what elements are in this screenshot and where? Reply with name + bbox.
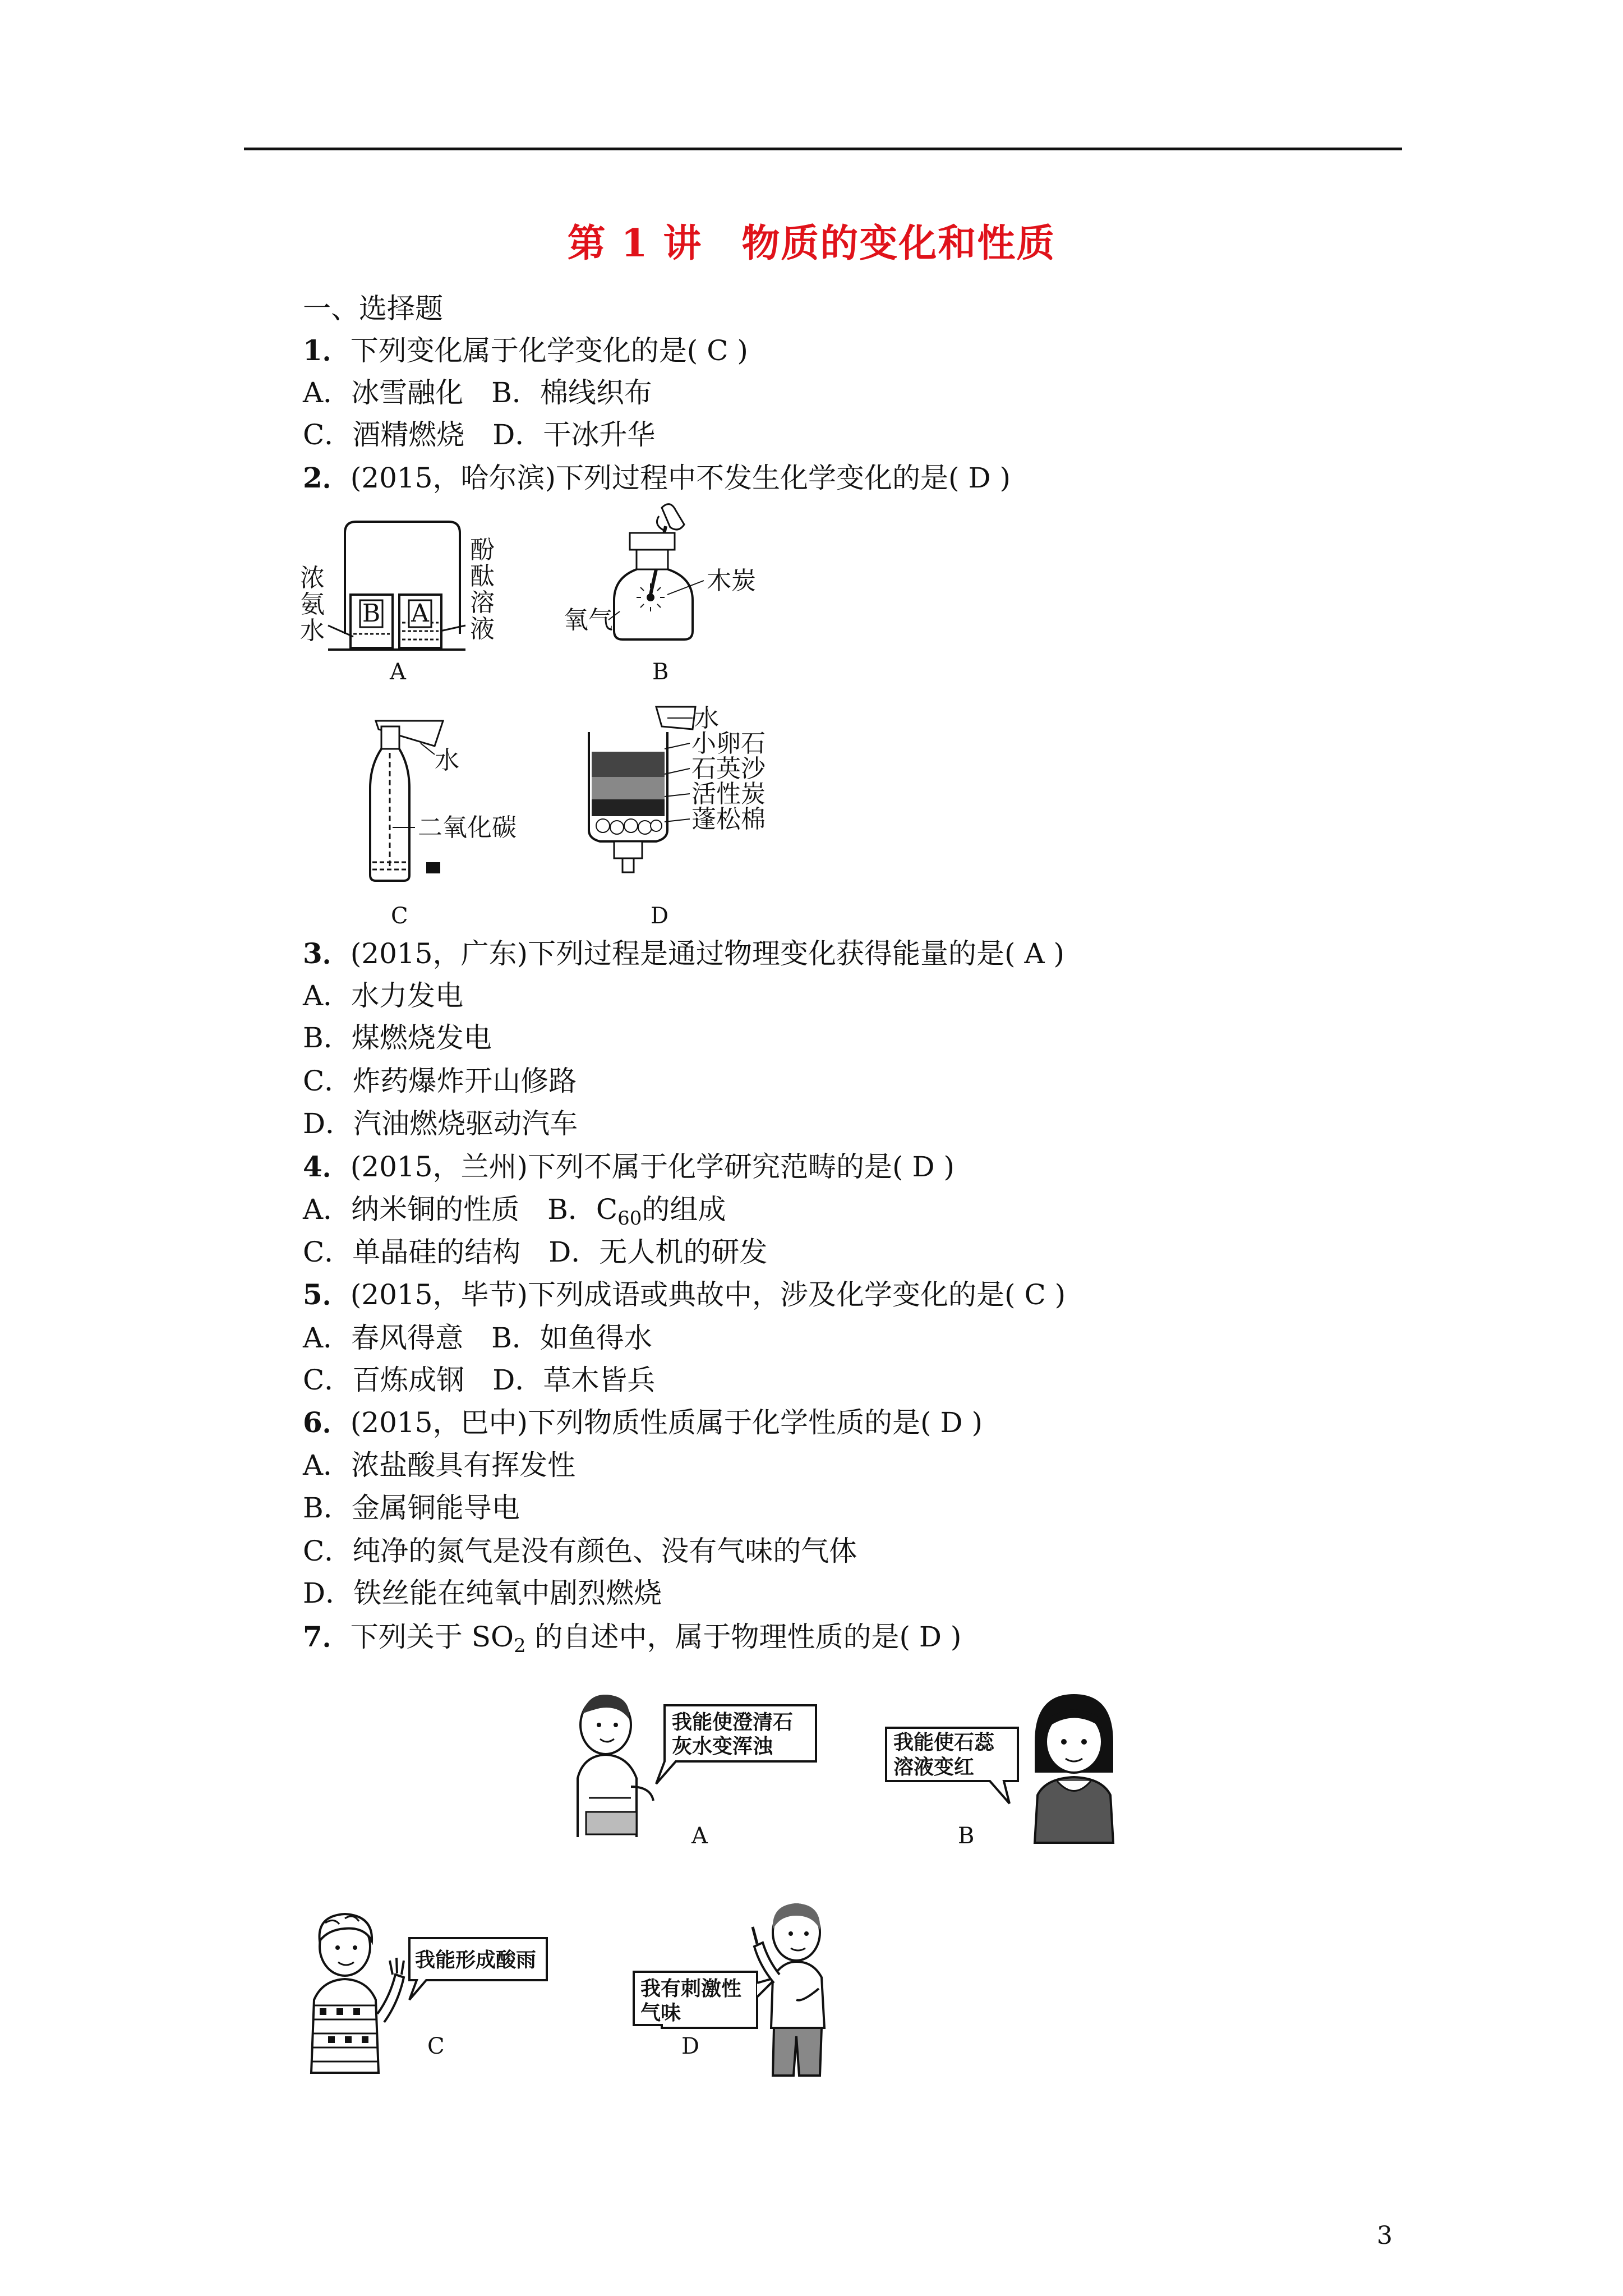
cartoon-b-caption: B	[958, 1823, 975, 1849]
question-5	[303, 1278, 1066, 1312]
figure-a-caption: A	[390, 659, 406, 685]
question-stem: 的自述中，属于物理性质的是( D )	[525, 1621, 962, 1653]
question-5-options-ab: A．春风得意 B．如鱼得水	[303, 1322, 652, 1354]
cartoon-a-boy	[566, 1688, 824, 1840]
speech-a-line-2: 灰水变浑浊	[672, 1735, 773, 1758]
question-4-options-ab	[303, 1193, 726, 1230]
label-charcoal: 木炭	[707, 567, 756, 595]
speech-d-line-2: 气味	[640, 2001, 681, 2024]
question-stem: (2015，哈尔滨)下列过程中不发生化学变化的是( D )	[350, 462, 1011, 494]
speech-a-line-1: 我能使澄清石	[672, 1711, 794, 1734]
speech-b-line-2: 溶液变红	[893, 1756, 975, 1779]
option-text: 的组成	[642, 1193, 726, 1226]
question-number: 3．	[303, 937, 351, 970]
question-3	[303, 937, 1064, 970]
figure-b-caption: B	[652, 659, 669, 685]
subscript: 2	[513, 1635, 526, 1657]
question-6-option-c: C．纯净的氮气是没有颜色、没有气味的气体	[303, 1535, 857, 1567]
label-phenolphthalein-2: 酞	[470, 562, 495, 591]
figure-a-ammonia-phenolphthalein	[297, 516, 499, 668]
label-concentrated-ammonia-3: 水	[300, 616, 325, 645]
beaker-b-label: B	[362, 599, 381, 628]
figure-d-water-filter	[578, 696, 791, 881]
cartoon-b-girl	[883, 1688, 1130, 1846]
question-4-options-cd: C．单晶硅的结构 D．无人机的研发	[303, 1236, 768, 1268]
question-3-option-c: C．炸药爆炸开山修路	[303, 1065, 577, 1097]
question-2	[303, 461, 1011, 495]
cartoon-a-caption: A	[691, 1823, 708, 1849]
label-small-pebbles: 小卵石	[691, 729, 766, 758]
question-number: 2．	[303, 461, 351, 494]
question-4	[303, 1150, 955, 1184]
label-phenolphthalein-1: 酚	[470, 536, 495, 564]
question-number: 1．	[303, 334, 351, 367]
question-stem: 下列关于 SO	[350, 1621, 514, 1653]
label-quartz-sand: 石英沙	[691, 754, 766, 783]
question-5-options-cd: C．百炼成钢 D．草木皆兵	[303, 1364, 656, 1396]
question-3-option-b: B．煤燃烧发电	[303, 1022, 492, 1054]
label-phenolphthalein-4: 液	[470, 615, 495, 643]
figure-c-caption: C	[391, 903, 408, 929]
question-stem: (2015，毕节)下列成语或典故中，涉及化学变化的是( C )	[350, 1278, 1066, 1311]
figure-c-co2-bottle	[336, 698, 538, 889]
figure-d-caption: D	[651, 903, 669, 929]
question-number: 5．	[303, 1278, 351, 1311]
label-phenolphthalein-3: 溶	[470, 588, 495, 617]
label-activated-carbon: 活性炭	[691, 780, 766, 808]
label-oxygen: 氧气	[564, 606, 613, 634]
question-number: 6．	[303, 1406, 351, 1439]
label-water: 水	[694, 704, 719, 733]
question-3-option-d: D．汽油燃烧驱动汽车	[303, 1107, 578, 1140]
question-1-options-ab: A．冰雪融化 B．棉线织布	[303, 376, 652, 409]
subscript: 60	[617, 1207, 642, 1230]
page-number: 3	[1377, 2221, 1393, 2250]
header-rule	[244, 148, 1402, 150]
question-stem: (2015，广东)下列过程是通过物理变化获得能量的是( A )	[350, 937, 1064, 970]
speech-b-line-1: 我能使石蕊	[893, 1731, 995, 1754]
label-water: 水	[435, 746, 459, 775]
question-7	[303, 1620, 962, 1657]
question-stem: 下列变化属于化学变化的是( C )	[350, 334, 748, 367]
speech-d-line-1: 我有刺激性	[640, 1977, 742, 2000]
question-1	[303, 334, 748, 367]
question-6	[303, 1406, 983, 1439]
question-1-options-cd: C．酒精燃烧 D．干冰升华	[303, 418, 656, 451]
cartoon-c-caption: C	[427, 2033, 445, 2059]
cartoon-d-boy-pointing	[628, 1899, 875, 2078]
question-6-option-a: A．浓盐酸具有挥发性	[303, 1449, 576, 1481]
section-heading: 一、选择题	[303, 292, 443, 325]
question-6-option-d: D．铁丝能在纯氧中剧烈燃烧	[303, 1577, 662, 1609]
beaker-a-label: A	[411, 599, 429, 628]
speech-c-line-1: 我能形成酸雨	[415, 1949, 537, 1972]
cartoon-d-caption: D	[681, 2033, 700, 2059]
question-number: 7．	[303, 1620, 351, 1653]
option-text: A．纳米铜的性质 B．C	[303, 1193, 618, 1226]
label-concentrated-ammonia-1: 浓	[300, 564, 325, 592]
question-3-option-a: A．水力发电	[303, 979, 464, 1012]
question-stem: (2015，巴中)下列物质性质属于化学性质的是( D )	[350, 1406, 983, 1439]
question-stem: (2015，兰州)下列不属于化学研究范畴的是( D )	[350, 1151, 955, 1183]
label-carbon-dioxide: 二氧化碳	[418, 813, 517, 842]
question-number: 4．	[303, 1150, 351, 1183]
page-title: 第 1 讲 物质的变化和性质	[567, 221, 1056, 266]
figure-b-charcoal-in-oxygen	[564, 499, 766, 656]
label-cotton: 蓬松棉	[691, 805, 766, 834]
label-concentrated-ammonia-2: 氨	[300, 590, 325, 619]
question-6-option-b: B．金属铜能导电	[303, 1492, 520, 1524]
